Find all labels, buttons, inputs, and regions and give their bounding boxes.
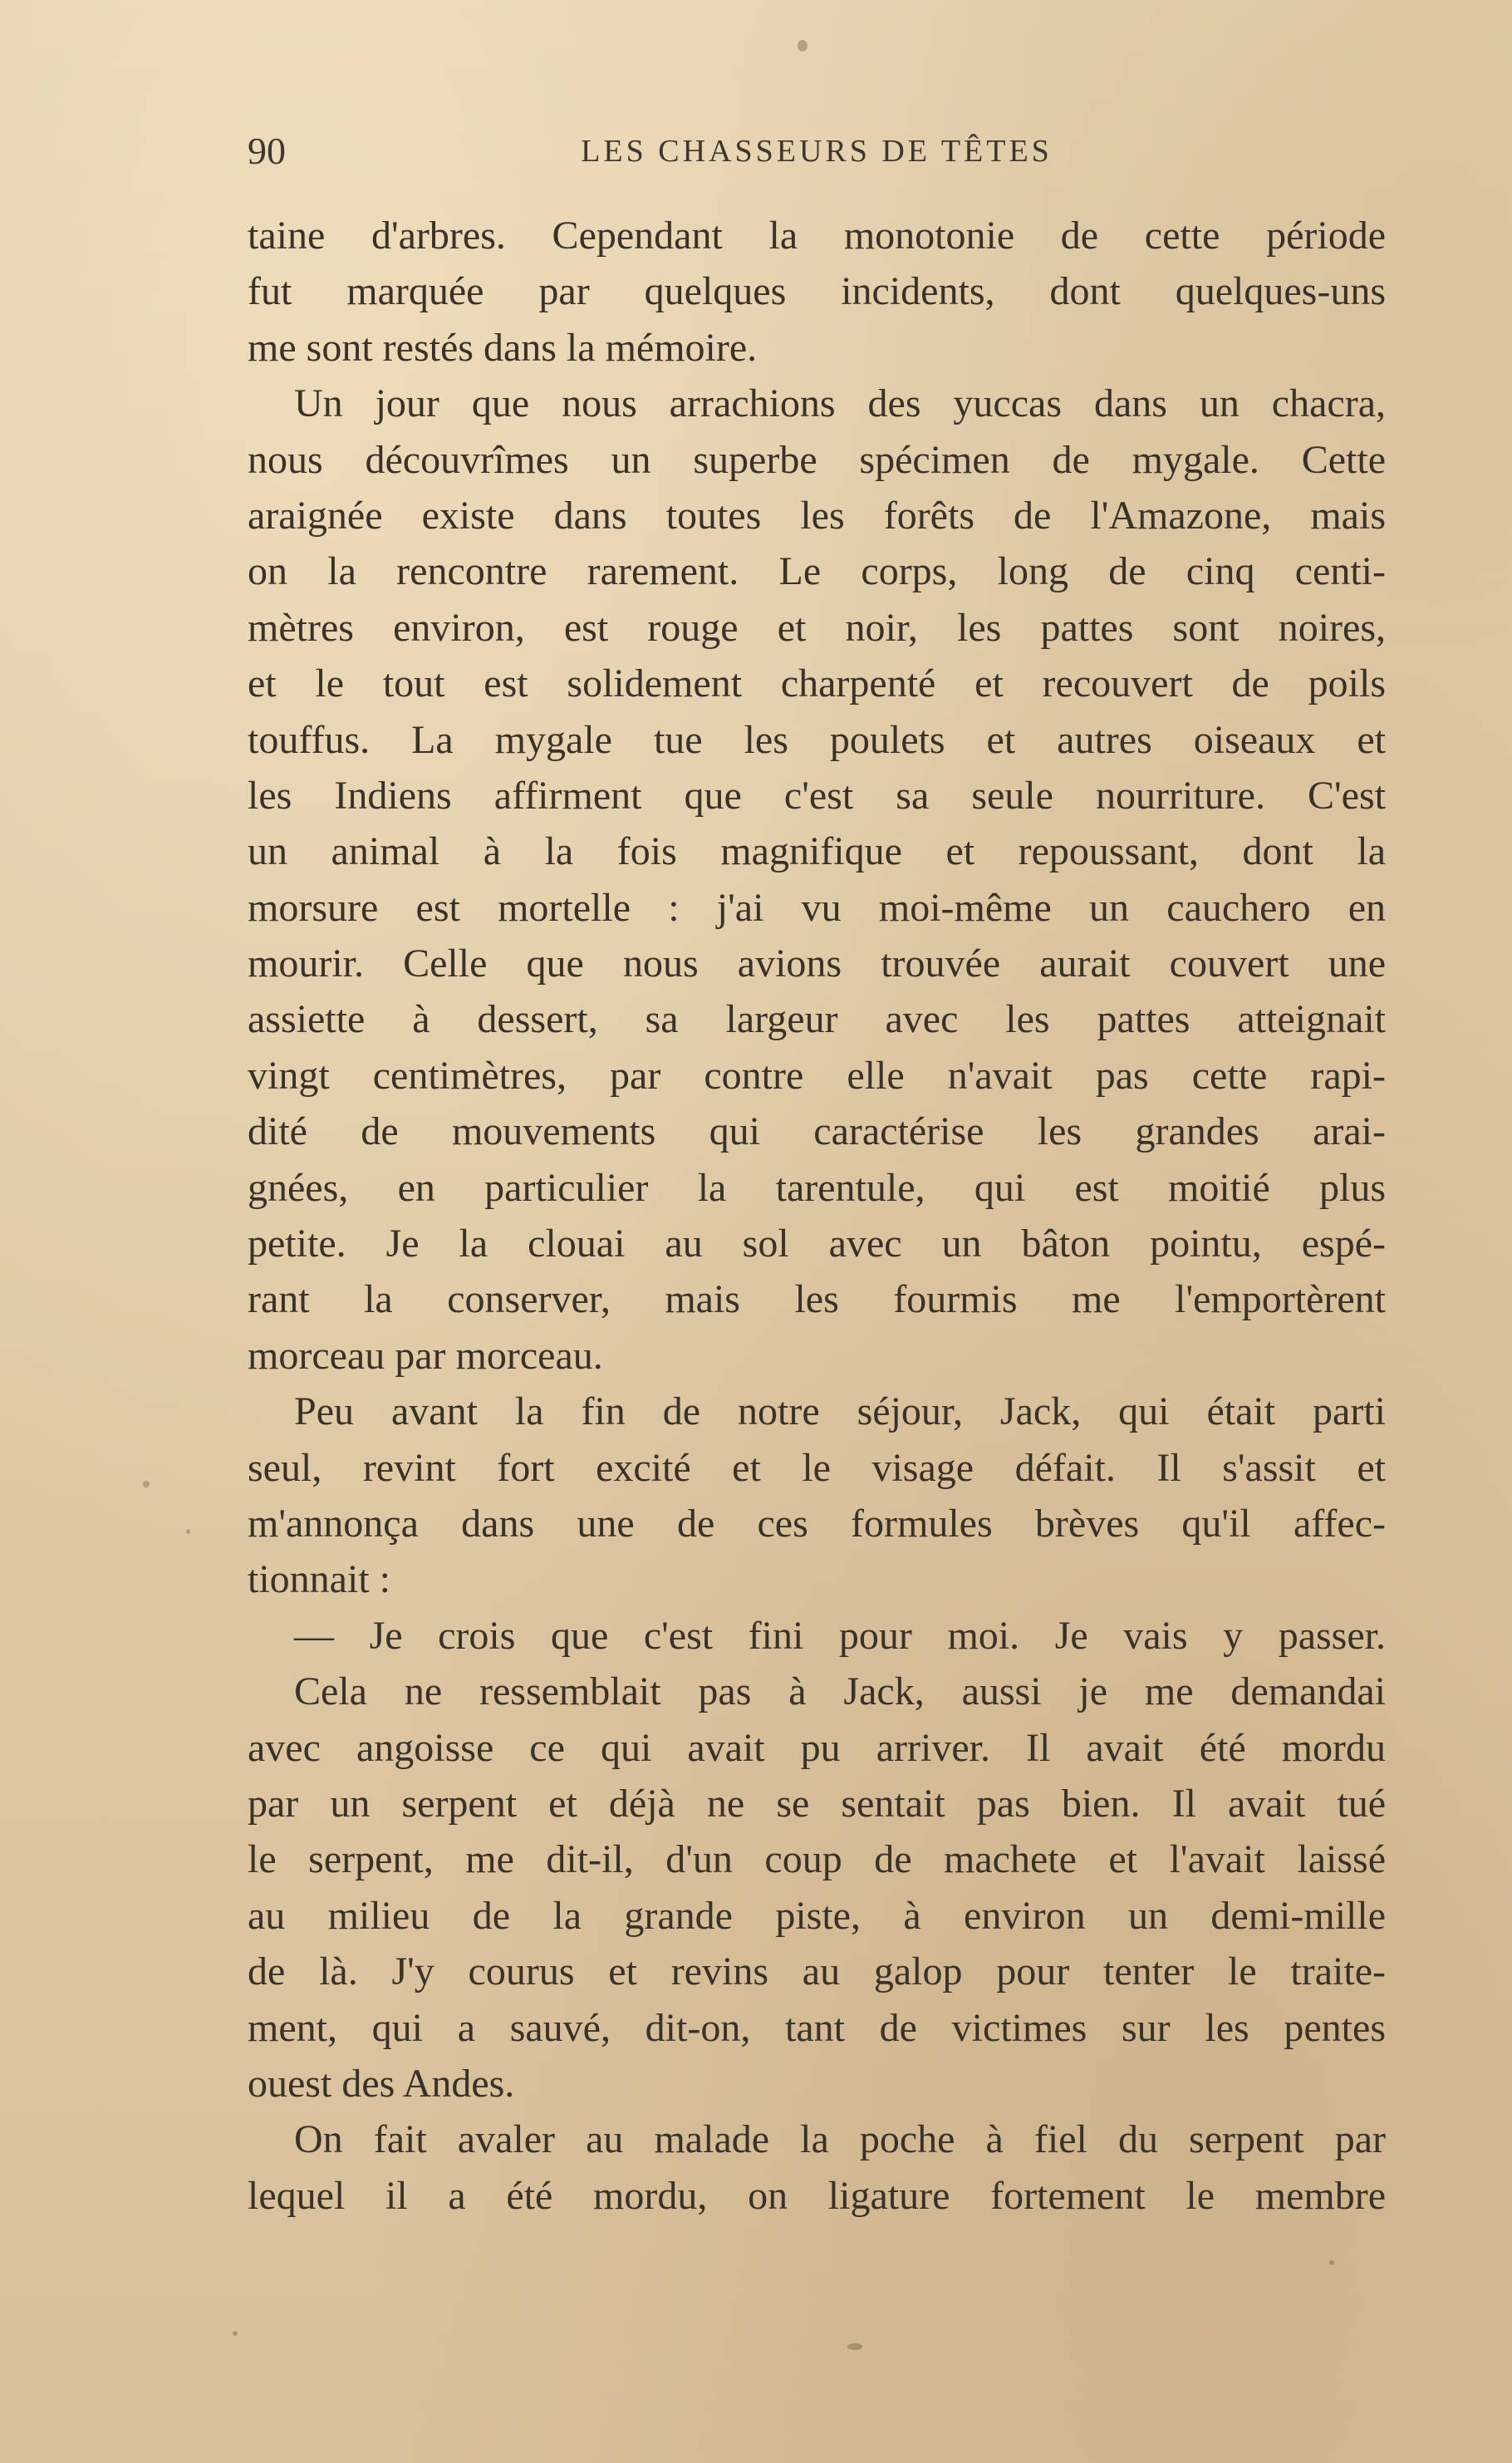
page-header [248, 125, 1386, 178]
text-line: dité de mouvements qui caractérise les grandes arai- [248, 1109, 1386, 1154]
text-line: le serpent, me dit-il, d'un coup de machete et l'avait laissé [248, 1837, 1386, 1882]
text-line: et le tout est solidement charpenté et recouvert de poils [248, 661, 1386, 706]
text-line: ouest des Andes. [248, 2061, 515, 2106]
text-line: ment, qui a sauvé, dit-on, tant de victimes sur les pentes [248, 2005, 1386, 2050]
text-line: rant la conserver, mais les fourmis me l'emportèrent [248, 1277, 1386, 1322]
text-line: Cela ne ressemblait pas à Jack, aussi je me demandai [294, 1669, 1386, 1714]
text-line: me sont restés dans la mémoire. [248, 325, 758, 370]
text-line: par un serpent et déjà ne se sentait pas bien. Il avait tué [248, 1781, 1386, 1826]
running-title: LES CHASSEURS DE TÊTES [581, 134, 1053, 169]
text-line: taine d'arbres. Cependant la monotonie de cette période [248, 214, 1386, 258]
text-line: — Je crois que c'est fini pour moi. Je vais y passer. [294, 1613, 1386, 1658]
paper-fleck [233, 2331, 238, 2336]
text-line: araignée existe dans toutes les forêts de l'Amazone, mais [248, 493, 1386, 538]
paper-fleck [143, 1481, 150, 1487]
text-line: assiette à dessert, sa largeur avec les pattes atteignait [248, 997, 1386, 1042]
text-line: On fait avaler au malade la poche à fiel du serpent par [294, 2117, 1386, 2162]
text-line: avec angoisse ce qui avait pu arriver. Il avait été mordu [248, 1725, 1386, 1770]
page-number: 90 [248, 130, 286, 172]
text-line: vingt centimètres, par contre elle n'avait pas cette rapi- [248, 1053, 1386, 1098]
text-line: touffus. La mygale tue les poulets et autres oiseaux et [248, 717, 1386, 762]
text-line: Peu avant la fin de notre séjour, Jack, qui était parti [294, 1389, 1386, 1434]
text-line: nous découvrîmes un superbe spécimen de mygale. Cette [248, 437, 1386, 482]
text-line: fut marquée par quelques incidents, dont quelques-uns [248, 269, 1386, 314]
text-line: seul, revint fort excité et le visage défait. Il s'assit et [248, 1445, 1386, 1490]
text-line: morceau par morceau. [248, 1333, 603, 1378]
text-line: lequel il a été mordu, on ligature fortement le membre [248, 2173, 1386, 2218]
text-line: gnées, en particulier la tarentule, qui est moitié plus [248, 1165, 1386, 1210]
body-text [248, 208, 1386, 2224]
paper-fleck [1329, 2260, 1334, 2265]
text-line: mètres environ, est rouge et noir, les pattes sont noires, [248, 605, 1386, 650]
text-line: petite. Je la clouai au sol avec un bâton pointu, espé- [248, 1222, 1386, 1266]
text-line: morsure est mortelle : j'ai vu moi-même un cauchero en [248, 885, 1386, 930]
text-line: on la rencontre rarement. Le corps, long de cinq centi- [248, 549, 1386, 594]
text-line: Un jour que nous arrachions des yuccas dans un chacra, [294, 381, 1386, 426]
text-line: un animal à la fois magnifique et repoussant, dont la [248, 829, 1386, 874]
text-line: m'annonça dans une de ces formules brèves qu'il affec- [248, 1501, 1386, 1546]
text-line: les Indiens affirment que c'est sa seule nourriture. C'est [248, 773, 1386, 818]
paper-fleck [847, 2343, 862, 2350]
text-line: mourir. Celle que nous avions trouvée aurait couvert une [248, 941, 1386, 986]
text-line: au milieu de la grande piste, à environ un demi-mille [248, 1893, 1386, 1938]
text-line: de là. J'y courus et revins au galop pour tenter le traite- [248, 1949, 1386, 1994]
paper-fleck [798, 40, 808, 52]
text-line: tionnait : [248, 1557, 390, 1602]
paper-fleck [186, 1529, 190, 1534]
